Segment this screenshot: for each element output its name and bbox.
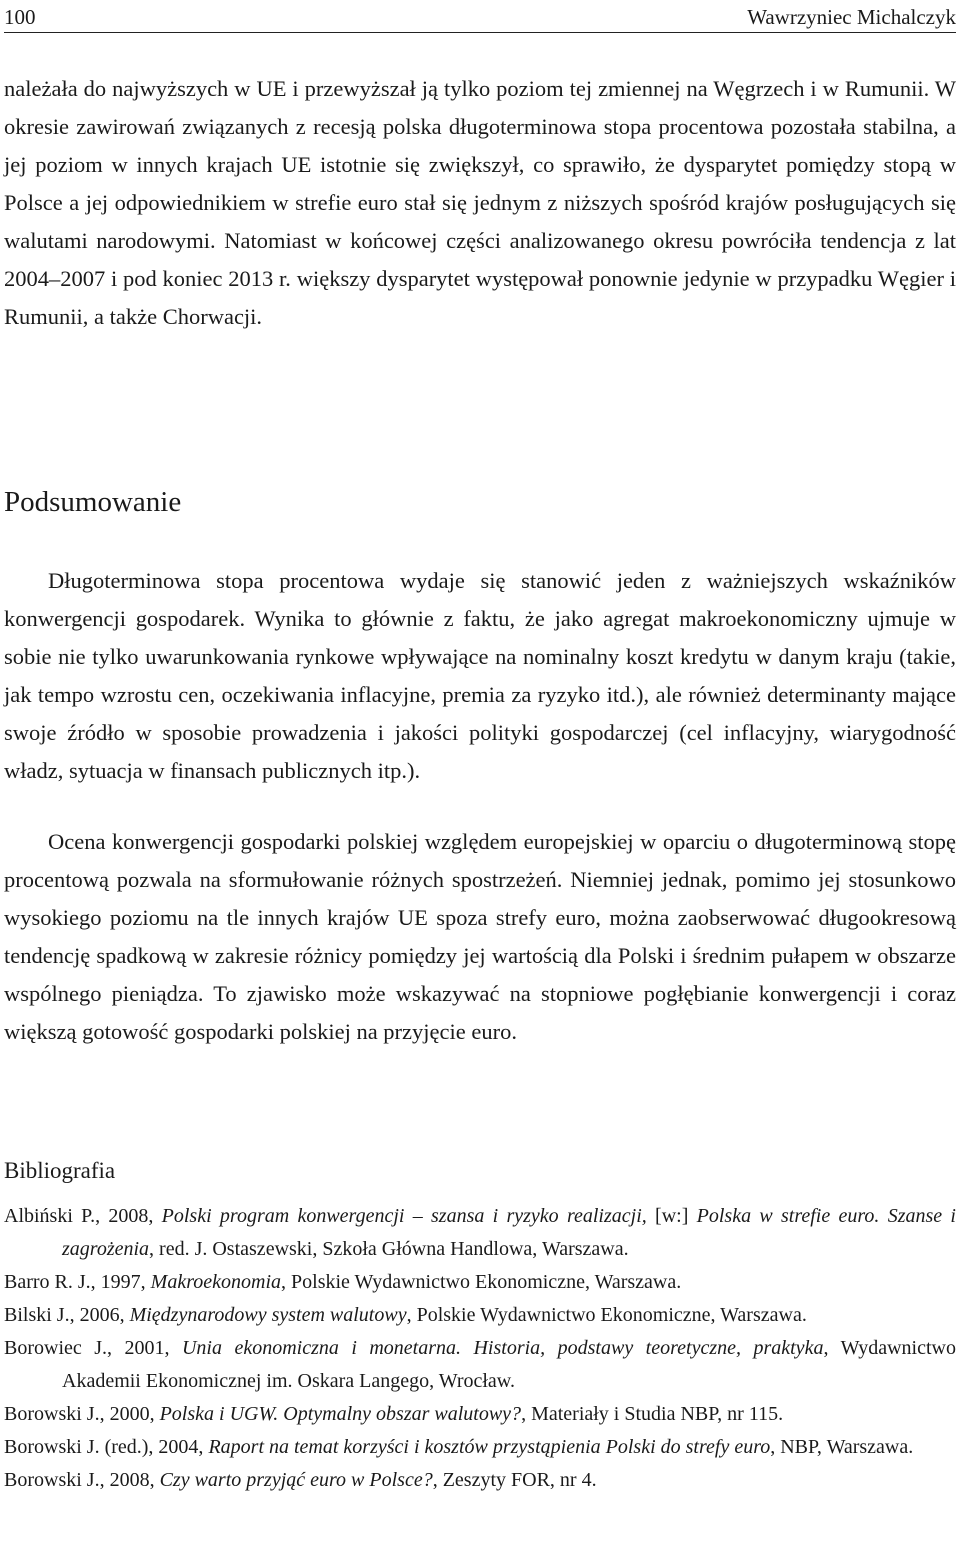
entry-title: Polska i UGW. Optymalny obszar walutowy? xyxy=(159,1403,522,1425)
entry-title: Międzynarodowy system walutowy xyxy=(129,1304,407,1326)
bibliography-entry xyxy=(4,1464,956,1497)
entry-publisher: , Polskie Wydawnictwo Ekonomiczne, Warszawa. xyxy=(406,1304,807,1326)
entry-author: Borowski J., 2008, xyxy=(4,1469,160,1491)
entry-publisher: , red. J. Ostaszewski, Szkoła Główna Handlowa, Warszawa. xyxy=(149,1238,629,1260)
section-heading: Podsumowanie xyxy=(4,486,182,518)
entry-connector: [w:] xyxy=(646,1205,697,1227)
entry-title: Unia ekonomiczna i monetarna. Historia, podstawy teoretyczne, praktyka xyxy=(181,1337,824,1359)
running-header xyxy=(4,2,956,33)
body-paragraph-3: Ocena konwergencji gospodarki polskiej względem europejskiej w oparciu o długoterminową stopę procentową pozwala na sformułowanie różnych spostrzeżeń. Niemniej jednak, pomimo jej stosunkowo wysokiego poziomu na tle innych krajów UE spoza strefy euro, można zaobserwować długookresową tendencję spadkową w zakresie różnicy pomiędzy jej wartością dla Polski i średnim pułapem w obszarze wspólnego pieniądza. To zjawisko może wskazywać na stopniowe pogłębianie konwergencji i coraz większą gotowość gospodarki polskiej na przyjęcie euro. xyxy=(4,829,956,1044)
bibliography-entry xyxy=(4,1299,956,1332)
entry-author: Borowski J., 2000, xyxy=(4,1403,160,1425)
bibliography-entry xyxy=(4,1200,956,1266)
entry-title: Makroekonomia xyxy=(150,1271,282,1293)
entry-publisher: , Materiały i Studia NBP, nr 115. xyxy=(521,1403,784,1425)
bibliography-entry xyxy=(4,1266,956,1299)
entry-author: Bilski J., 2006, xyxy=(4,1304,130,1326)
entry-title-secondary: Polska w strefie euro. Szanse i zagrożenia xyxy=(62,1205,956,1260)
entry-author: Borowski J. (red.), 2004, xyxy=(4,1436,209,1458)
entry-publisher: , Wydawnictwo Akademii Ekonomicznej im. Oskara Langego, Wrocław. xyxy=(62,1337,956,1392)
bibliography-entry xyxy=(4,1431,956,1464)
body-paragraph-1: należała do najwyższych w UE i przewyższał ją tylko poziom tej zmiennej na Węgrzech i w Rumunii. W okresie zawirowań związanych z recesją polska długoterminowa stopa procentowa pozostała stabilna, a jej poziom w innych krajach UE istotnie się zwiększył, co sprawiło, że dysparytet pomiędzy stopą w Polsce a jej odpowiednikiem w strefie euro stał się jednym z niższych spośród krajów posługujących się walutami narodowymi. Natomiast w końcowej części analizowanego okresu powróciła tendencja z lat 2004–2007 i pod koniec 2013 r. większy dysparytet występował ponownie jedynie w przypadku Węgier i Rumunii, a także Chorwacji. xyxy=(4,76,956,329)
entry-publisher: , NBP, Warszawa. xyxy=(770,1436,914,1458)
entry-author: Barro R. J., 1997, xyxy=(4,1271,151,1293)
running-author: Wawrzyniec Michalczyk xyxy=(747,5,956,29)
entry-author: Albiński P., 2008, xyxy=(4,1205,162,1227)
entry-publisher: , Polskie Wydawnictwo Ekonomiczne, Warszawa. xyxy=(281,1271,682,1293)
bibliography-entry xyxy=(4,1332,956,1398)
entry-title: Polski program konwergencji – szansa i ryzyko realizacji, xyxy=(161,1205,647,1227)
entry-publisher: , Zeszyty FOR, nr 4. xyxy=(432,1469,597,1491)
entry-title: Czy warto przyjąć euro w Polsce? xyxy=(159,1469,433,1491)
bibliography-list xyxy=(4,1200,956,1497)
bibliography-entry xyxy=(4,1398,956,1431)
bibliography-heading: Bibliografia xyxy=(4,1158,116,1183)
entry-title: Raport na temat korzyści i kosztów przystąpienia Polski do strefy euro xyxy=(208,1436,771,1458)
page-number: 100 xyxy=(4,5,36,29)
entry-author: Borowiec J., 2001, xyxy=(4,1337,182,1359)
body-paragraph-2: Długoterminowa stopa procentowa wydaje się stanowić jeden z ważniejszych wskaźników konwergencji gospodarek. Wynika to głównie z faktu, że jako agregat makroekonomiczny ujmuje w sobie nie tylko uwarunkowania rynkowe wpływające na nominalny koszt kredytu w danym kraju (takie, jak tempo wzrostu cen, oczekiwania inflacyjne, premia za ryzyko itd.), ale również determinanty mające swoje źródło w sposobie prowadzenia i jakości polityki gospodarczej (cel inflacyjny, wiarygodność władz, sytuacja w finansach publicznych itp.). xyxy=(4,568,956,783)
